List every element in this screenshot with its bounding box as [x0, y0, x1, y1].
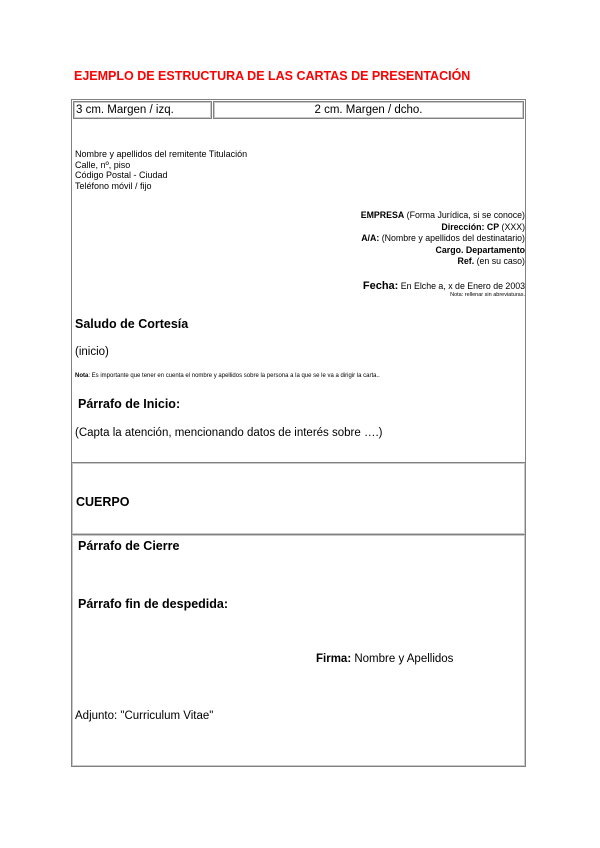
left-margin-label: 3 cm. Margen / izq. — [76, 104, 174, 116]
recipient-empresa — [361, 210, 525, 222]
date-value: En Elche a, x de Enero de 2003 — [398, 281, 525, 291]
recipient-ref — [361, 256, 525, 268]
saludo-heading: Saludo de Cortesía — [75, 317, 189, 331]
firma-value: Nombre y Apellidos — [351, 653, 454, 665]
date-label: Fecha: — [362, 280, 399, 292]
left-margin-cell — [73, 101, 212, 119]
cuerpo-heading: CUERPO — [76, 495, 130, 509]
right-margin-cell — [213, 101, 524, 119]
inicio-body: (Capta la atención, mencionando datos de interés sobre ….) — [75, 427, 383, 439]
firma-label: Firma: — [316, 653, 352, 665]
saludo-note-label: Nota — [75, 373, 89, 379]
aa-label: A/A: — [361, 233, 380, 243]
sender-name: Nombre y apellidos del remitente Titulación — [75, 149, 248, 159]
ref-value: (en su caso) — [474, 256, 525, 266]
cargo-label: Cargo. Departamento — [435, 244, 525, 255]
empresa-value: (Forma Jurídica, si se conoce) — [404, 210, 525, 220]
saludo-note-text: : Es importante que tener en cuenta el nombre y apellidos sobre la persona a la que se le va a dirigir la carta.. — [88, 373, 380, 379]
despedida-heading: Párrafo fin de despedida: — [78, 597, 229, 611]
right-margin-label: 2 cm. Margen / dcho. — [314, 104, 423, 116]
cuerpo-section — [71, 462, 526, 535]
recipient-direccion — [361, 222, 525, 234]
document-title: EJEMPLO DE ESTRUCTURA DE LAS CARTAS DE PRESENTACIÓN — [74, 69, 471, 83]
recipient-cargo — [361, 245, 525, 257]
direccion-value: (XXX) — [499, 221, 525, 232]
adjunto-line: Adjunto: "Curriculum Vitae" — [75, 710, 214, 722]
sender-postal: Código Postal - Ciudad — [75, 170, 168, 180]
recipient-block — [361, 210, 525, 268]
recipient-aa — [361, 233, 525, 245]
date-note: Nota: rellenar sin abreviaturas. — [450, 292, 525, 298]
sender-block — [75, 149, 247, 191]
saludo-body: (inicio) — [75, 346, 109, 358]
sender-street: Calle, nº, piso — [75, 159, 131, 170]
saludo-note — [75, 373, 380, 379]
direccion-label: Dirección: CP — [441, 221, 500, 232]
aa-value: (Nombre y apellidos del destinatario) — [379, 233, 525, 243]
cierre-section — [71, 534, 526, 767]
inicio-heading: Párrafo de Inicio: — [78, 397, 181, 411]
date-line — [363, 280, 525, 292]
firma-line — [316, 653, 453, 665]
empresa-label: EMPRESA — [360, 210, 405, 220]
ref-label: Ref. — [457, 256, 475, 266]
sender-phone: Teléfono móvil / fijo — [75, 180, 152, 191]
cierre-heading: Párrafo de Cierre — [78, 539, 180, 553]
